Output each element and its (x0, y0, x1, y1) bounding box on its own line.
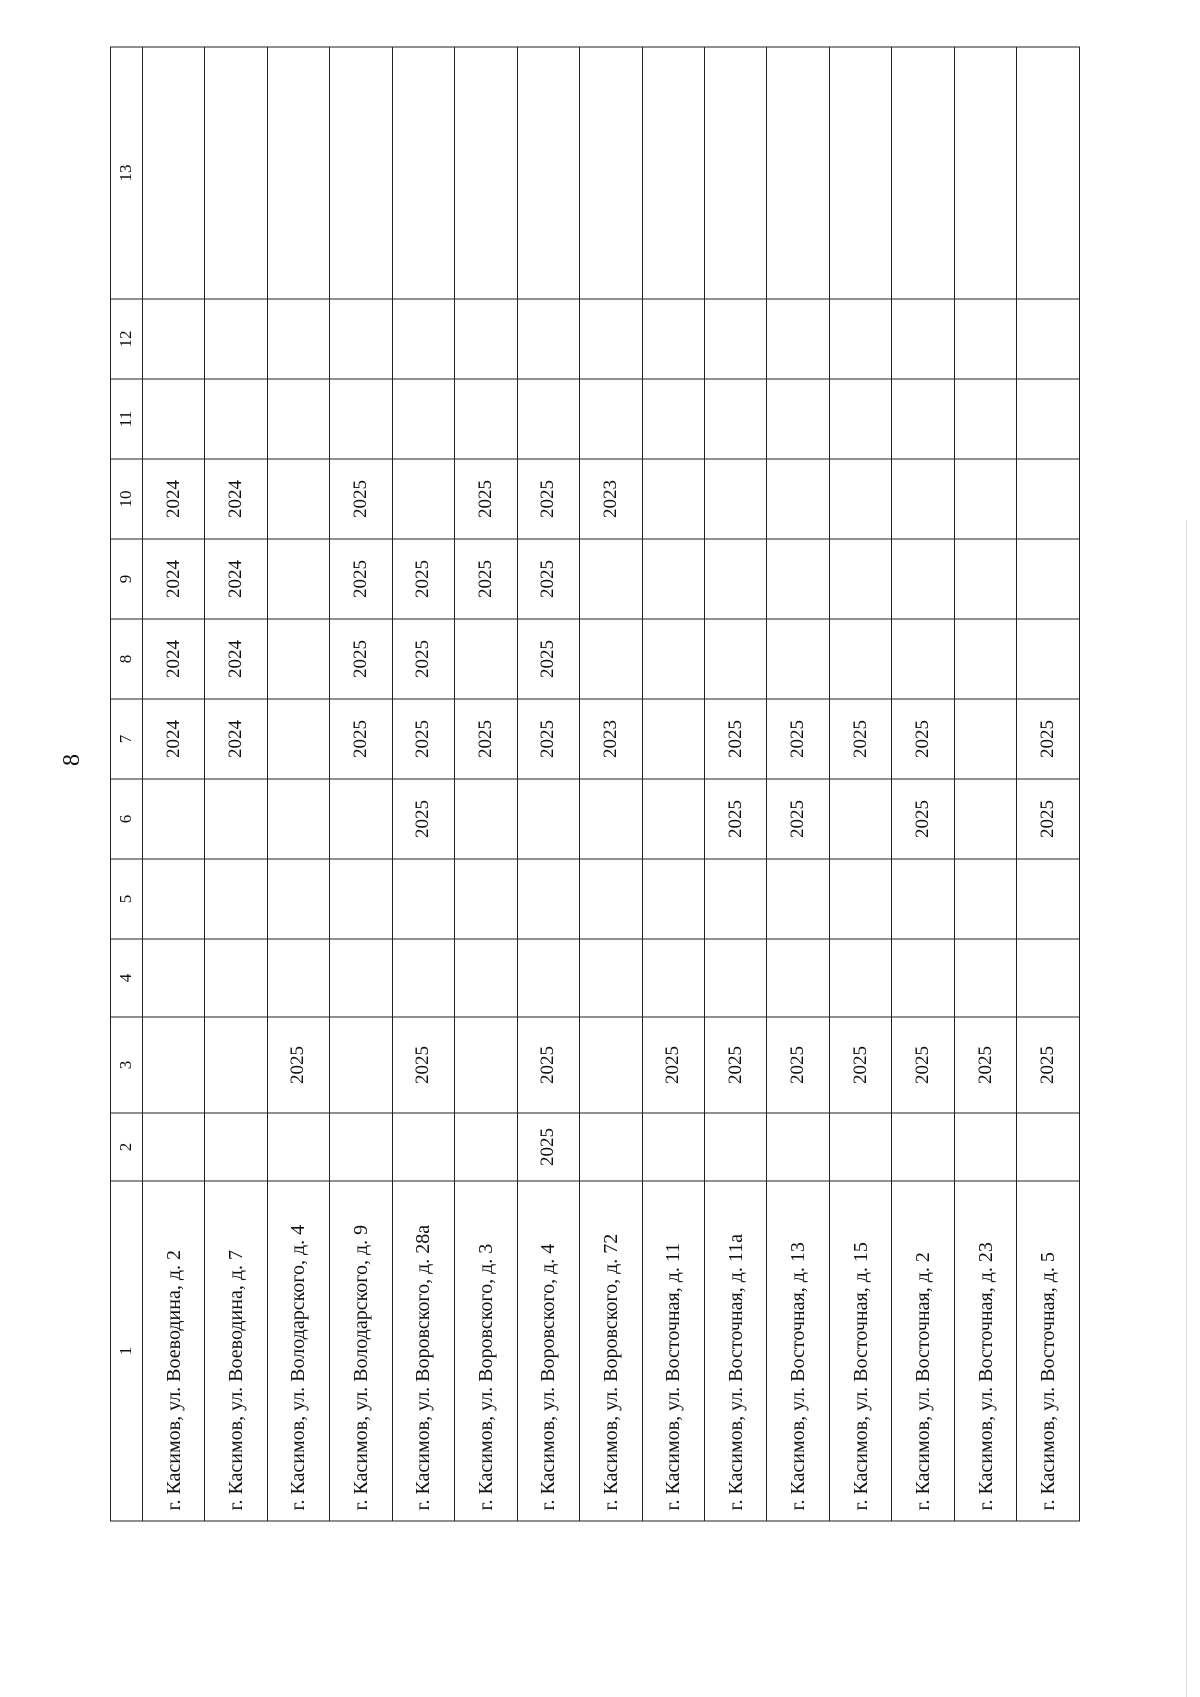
year-cell-col-4 (205, 939, 267, 1017)
address-cell: г. Касимов, ул. Воровского, д. 4 (517, 1181, 579, 1521)
column-number-5: 5 (111, 859, 143, 939)
year-cell-col-11 (829, 379, 891, 459)
column-number-9: 9 (111, 539, 143, 619)
year-cell-col-12 (267, 299, 329, 379)
year-cell-col-8 (829, 619, 891, 699)
year-cell-col-5 (267, 859, 329, 939)
year-cell-col-7: 2025 (455, 699, 517, 779)
year-cell-col-7: 2025 (1017, 699, 1080, 779)
address-cell: г. Касимов, ул. Воровского, д. 28а (392, 1181, 454, 1521)
year-cell-col-11 (954, 379, 1016, 459)
year-cell-col-8 (1017, 619, 1080, 699)
year-cell-col-12 (392, 299, 454, 379)
table-row (142, 47, 204, 1521)
year-cell-col-8: 2024 (142, 619, 204, 699)
table-row (580, 47, 642, 1521)
year-cell-col-10 (892, 459, 954, 539)
year-cell-col-7: 2024 (205, 699, 267, 779)
year-cell-col-10: 2025 (455, 459, 517, 539)
year-cell-col-6 (455, 779, 517, 859)
year-cell-col-10: 2025 (517, 459, 579, 539)
year-cell-col-9: 2025 (392, 539, 454, 619)
year-cell-col-3 (142, 1017, 204, 1113)
column-number-4: 4 (111, 939, 143, 1017)
year-cell-col-7 (642, 699, 704, 779)
year-cell-col-8 (267, 619, 329, 699)
year-cell-col-3 (205, 1017, 267, 1113)
address-cell: г. Касимов, ул. Восточная, д. 2 (892, 1181, 954, 1521)
year-cell-col-11 (1017, 379, 1080, 459)
year-cell-col-5 (330, 859, 392, 939)
year-cell-col-3 (330, 1017, 392, 1113)
year-cell-col-12 (580, 299, 642, 379)
year-cell-col-7: 2025 (330, 699, 392, 779)
column-number-13: 13 (111, 47, 143, 299)
year-cell-col-4 (580, 939, 642, 1017)
year-cell-col-3: 2025 (892, 1017, 954, 1113)
year-cell-col-8 (767, 619, 829, 699)
column-number-2: 2 (111, 1113, 143, 1181)
table-row (892, 47, 954, 1521)
year-cell-col-4 (392, 939, 454, 1017)
table-row (330, 47, 392, 1521)
year-cell-col-13 (829, 47, 891, 299)
year-cell-col-7: 2025 (829, 699, 891, 779)
scan-margin-line (1186, 520, 1187, 1697)
year-cell-col-4 (455, 939, 517, 1017)
year-cell-col-5 (392, 859, 454, 939)
year-cell-col-4 (642, 939, 704, 1017)
year-cell-col-10 (642, 459, 704, 539)
year-cell-col-5 (455, 859, 517, 939)
year-cell-col-2 (142, 1113, 204, 1181)
year-cell-col-6: 2025 (392, 779, 454, 859)
year-cell-col-9: 2025 (455, 539, 517, 619)
year-cell-col-12 (829, 299, 891, 379)
year-cell-col-5 (580, 859, 642, 939)
table-row (767, 47, 829, 1521)
year-cell-col-5 (517, 859, 579, 939)
year-cell-col-10 (829, 459, 891, 539)
year-cell-col-6 (642, 779, 704, 859)
year-cell-col-6 (580, 779, 642, 859)
schedule-table-body (111, 47, 1080, 1521)
table-row (267, 47, 329, 1521)
year-cell-col-13 (205, 47, 267, 299)
year-cell-col-6 (954, 779, 1016, 859)
table-container (110, 47, 1080, 1521)
year-cell-col-9 (892, 539, 954, 619)
year-cell-col-4 (142, 939, 204, 1017)
year-cell-col-2 (704, 1113, 766, 1181)
year-cell-col-11 (455, 379, 517, 459)
year-cell-col-10 (954, 459, 1016, 539)
year-cell-col-6 (829, 779, 891, 859)
address-cell: г. Касимов, ул. Воровского, д. 3 (455, 1181, 517, 1521)
table-row (704, 47, 766, 1521)
year-cell-col-10 (267, 459, 329, 539)
year-cell-col-13 (267, 47, 329, 299)
year-cell-col-3 (455, 1017, 517, 1113)
address-cell: г. Касимов, ул. Восточная, д. 5 (1017, 1181, 1080, 1521)
year-cell-col-9 (580, 539, 642, 619)
year-cell-col-10: 2024 (205, 459, 267, 539)
year-cell-col-2 (267, 1113, 329, 1181)
year-cell-col-13 (1017, 47, 1080, 299)
year-cell-col-12 (892, 299, 954, 379)
year-cell-col-12 (767, 299, 829, 379)
table-row (392, 47, 454, 1521)
year-cell-col-13 (392, 47, 454, 299)
year-cell-col-5 (954, 859, 1016, 939)
year-cell-col-13 (455, 47, 517, 299)
address-cell: г. Касимов, ул. Восточная, д. 13 (767, 1181, 829, 1521)
address-cell: г. Касимов, ул. Володарского, д. 4 (267, 1181, 329, 1521)
year-cell-col-3: 2025 (392, 1017, 454, 1113)
year-cell-col-6 (267, 779, 329, 859)
schedule-table (110, 47, 1080, 1522)
year-cell-col-7 (267, 699, 329, 779)
year-cell-col-2 (829, 1113, 891, 1181)
year-cell-col-6 (517, 779, 579, 859)
year-cell-col-8 (580, 619, 642, 699)
year-cell-col-8 (704, 619, 766, 699)
year-cell-col-6 (205, 779, 267, 859)
year-cell-col-3: 2025 (954, 1017, 1016, 1113)
year-cell-col-9 (954, 539, 1016, 619)
year-cell-col-3: 2025 (642, 1017, 704, 1113)
year-cell-col-5 (642, 859, 704, 939)
year-cell-col-2 (392, 1113, 454, 1181)
year-cell-col-9 (642, 539, 704, 619)
year-cell-col-10: 2025 (330, 459, 392, 539)
column-number-row (111, 47, 143, 1521)
year-cell-col-10: 2024 (142, 459, 204, 539)
year-cell-col-11 (767, 379, 829, 459)
year-cell-col-13 (142, 47, 204, 299)
year-cell-col-8: 2025 (392, 619, 454, 699)
year-cell-col-13 (704, 47, 766, 299)
year-cell-col-12 (1017, 299, 1080, 379)
year-cell-col-11 (642, 379, 704, 459)
year-cell-col-8: 2025 (517, 619, 579, 699)
year-cell-col-3: 2025 (829, 1017, 891, 1113)
year-cell-col-10 (704, 459, 766, 539)
year-cell-col-12 (455, 299, 517, 379)
year-cell-col-8 (642, 619, 704, 699)
address-cell: г. Касимов, ул. Восточная, д. 15 (829, 1181, 891, 1521)
year-cell-col-8 (455, 619, 517, 699)
year-cell-col-2 (1017, 1113, 1080, 1181)
address-cell: г. Касимов, ул. Восточная, д. 11 (642, 1181, 704, 1521)
year-cell-col-2: 2025 (517, 1113, 579, 1181)
year-cell-col-10 (392, 459, 454, 539)
year-cell-col-7: 2025 (517, 699, 579, 779)
year-cell-col-2 (954, 1113, 1016, 1181)
year-cell-col-5 (767, 859, 829, 939)
year-cell-col-9: 2025 (330, 539, 392, 619)
table-row (517, 47, 579, 1521)
year-cell-col-3: 2025 (704, 1017, 766, 1113)
year-cell-col-4 (517, 939, 579, 1017)
column-number-3: 3 (111, 1017, 143, 1113)
year-cell-col-5 (205, 859, 267, 939)
year-cell-col-3: 2025 (767, 1017, 829, 1113)
year-cell-col-2 (767, 1113, 829, 1181)
year-cell-col-6: 2025 (892, 779, 954, 859)
year-cell-col-7: 2025 (892, 699, 954, 779)
year-cell-col-4 (767, 939, 829, 1017)
column-number-11: 11 (111, 379, 143, 459)
year-cell-col-3: 2025 (1017, 1017, 1080, 1113)
table-row (1017, 47, 1080, 1521)
year-cell-col-5 (892, 859, 954, 939)
year-cell-col-11 (892, 379, 954, 459)
year-cell-col-12 (954, 299, 1016, 379)
year-cell-col-10: 2023 (580, 459, 642, 539)
year-cell-col-13 (954, 47, 1016, 299)
year-cell-col-7 (954, 699, 1016, 779)
year-cell-col-12 (142, 299, 204, 379)
year-cell-col-9 (704, 539, 766, 619)
address-cell: г. Касимов, ул. Воеводина, д. 2 (142, 1181, 204, 1521)
address-cell: г. Касимов, ул. Володарского, д. 9 (330, 1181, 392, 1521)
year-cell-col-11 (267, 379, 329, 459)
year-cell-col-8: 2025 (330, 619, 392, 699)
year-cell-col-9 (767, 539, 829, 619)
year-cell-col-3: 2025 (267, 1017, 329, 1113)
year-cell-col-4 (829, 939, 891, 1017)
year-cell-col-12 (517, 299, 579, 379)
year-cell-col-9 (267, 539, 329, 619)
year-cell-col-9 (829, 539, 891, 619)
year-cell-col-10 (767, 459, 829, 539)
year-cell-col-7: 2025 (392, 699, 454, 779)
year-cell-col-7: 2025 (767, 699, 829, 779)
year-cell-col-5 (142, 859, 204, 939)
year-cell-col-5 (704, 859, 766, 939)
year-cell-col-5 (1017, 859, 1080, 939)
year-cell-col-13 (330, 47, 392, 299)
table-row (829, 47, 891, 1521)
year-cell-col-7: 2024 (142, 699, 204, 779)
address-cell: г. Касимов, ул. Восточная, д. 11а (704, 1181, 766, 1521)
column-number-10: 10 (111, 459, 143, 539)
year-cell-col-9: 2025 (517, 539, 579, 619)
column-number-12: 12 (111, 299, 143, 379)
year-cell-col-9 (1017, 539, 1080, 619)
year-cell-col-4 (1017, 939, 1080, 1017)
column-number-8: 8 (111, 619, 143, 699)
table-row (205, 47, 267, 1521)
year-cell-col-9: 2024 (142, 539, 204, 619)
year-cell-col-4 (267, 939, 329, 1017)
year-cell-col-11 (392, 379, 454, 459)
year-cell-col-4 (330, 939, 392, 1017)
year-cell-col-13 (642, 47, 704, 299)
year-cell-col-6 (142, 779, 204, 859)
year-cell-col-6: 2025 (704, 779, 766, 859)
year-cell-col-11 (704, 379, 766, 459)
table-row (642, 47, 704, 1521)
year-cell-col-13 (892, 47, 954, 299)
year-cell-col-4 (704, 939, 766, 1017)
year-cell-col-2 (205, 1113, 267, 1181)
address-cell: г. Касимов, ул. Воровского, д. 72 (580, 1181, 642, 1521)
year-cell-col-4 (892, 939, 954, 1017)
year-cell-col-7: 2023 (580, 699, 642, 779)
year-cell-col-11 (517, 379, 579, 459)
column-number-6: 6 (111, 779, 143, 859)
year-cell-col-5 (829, 859, 891, 939)
year-cell-col-2 (642, 1113, 704, 1181)
year-cell-col-8: 2024 (205, 619, 267, 699)
year-cell-col-9: 2024 (205, 539, 267, 619)
year-cell-col-4 (954, 939, 1016, 1017)
year-cell-col-3: 2025 (517, 1017, 579, 1113)
year-cell-col-12 (642, 299, 704, 379)
year-cell-col-12 (330, 299, 392, 379)
year-cell-col-10 (1017, 459, 1080, 539)
year-cell-col-6 (330, 779, 392, 859)
year-cell-col-8 (954, 619, 1016, 699)
year-cell-col-6: 2025 (1017, 779, 1080, 859)
year-cell-col-13 (767, 47, 829, 299)
year-cell-col-2 (892, 1113, 954, 1181)
year-cell-col-11 (205, 379, 267, 459)
year-cell-col-6: 2025 (767, 779, 829, 859)
column-number-1: 1 (111, 1181, 143, 1521)
year-cell-col-3 (580, 1017, 642, 1113)
year-cell-col-11 (330, 379, 392, 459)
table-row (954, 47, 1016, 1521)
year-cell-col-2 (580, 1113, 642, 1181)
year-cell-col-2 (455, 1113, 517, 1181)
year-cell-col-7: 2025 (704, 699, 766, 779)
year-cell-col-11 (580, 379, 642, 459)
year-cell-col-12 (704, 299, 766, 379)
column-number-7: 7 (111, 699, 143, 779)
year-cell-col-13 (580, 47, 642, 299)
year-cell-col-2 (330, 1113, 392, 1181)
address-cell: г. Касимов, ул. Восточная, д. 23 (954, 1181, 1016, 1521)
year-cell-col-13 (517, 47, 579, 299)
page-number: 8 (58, 754, 85, 766)
address-cell: г. Касимов, ул. Воеводина, д. 7 (205, 1181, 267, 1521)
table-row (455, 47, 517, 1521)
year-cell-col-12 (205, 299, 267, 379)
year-cell-col-11 (142, 379, 204, 459)
year-cell-col-8 (892, 619, 954, 699)
